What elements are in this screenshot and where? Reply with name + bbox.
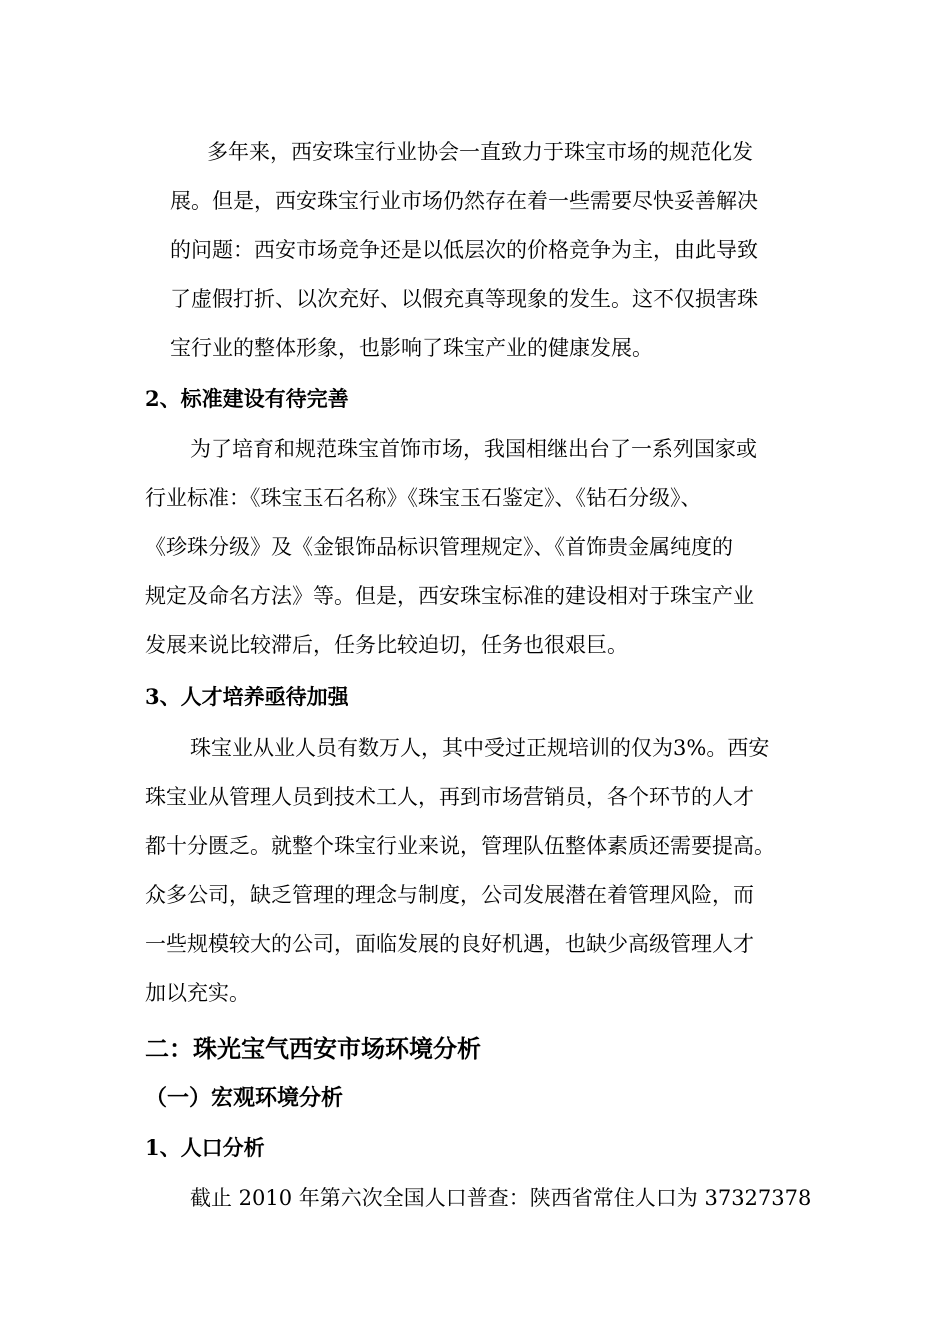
- paragraph-4-line-1: 截止 2010 年第六次全国人口普查：陕西省常住人口为 37327378: [190, 1186, 812, 1210]
- paragraph-2-line-4: 规定及命名方法》等。但是，西安珠宝标准的建设相对于珠宝产业: [145, 584, 754, 608]
- section-title: 二：珠光宝气西安市场环境分析: [145, 1034, 481, 1063]
- paragraph-2-line-5: 发展来说比较滞后，任务比较迫切，任务也很艰巨。: [145, 633, 628, 657]
- paragraph-3-line-6: 加以充实。: [145, 981, 250, 1005]
- paragraph-1-line-3: 的问题：西安市场竞争还是以低层次的价格竞争为主，由此导致: [170, 238, 758, 262]
- heading-standards: 2、标准建设有待完善: [145, 386, 349, 411]
- subsection-title: （一）宏观环境分析: [145, 1085, 344, 1111]
- paragraph-1-line-1: 多年来，西安珠宝行业协会一直致力于珠宝市场的规范化发: [207, 140, 753, 164]
- paragraph-3-line-1: 珠宝业从业人员有数万人，其中受过正规培训的仅为3%。西安: [190, 736, 770, 760]
- paragraph-3-line-4: 众多公司，缺乏管理的理念与制度，公司发展潜在着管理风险，而: [145, 883, 754, 907]
- heading-talent: 3、人才培养亟待加强: [145, 684, 349, 709]
- paragraph-1-line-2: 展。但是，西安珠宝行业市场仍然存在着一些需要尽快妥善解决: [170, 189, 758, 213]
- paragraph-2-line-1: 为了培育和规范珠宝首饰市场，我国相继出台了一系列国家或: [190, 437, 757, 461]
- paragraph-2-line-3: 《珍珠分级》及《金银饰品标识管理规定》、《首饰贵金属纯度的: [145, 535, 733, 559]
- paragraph-1-line-5: 宝行业的整体形象，也影响了珠宝产业的健康发展。: [170, 336, 653, 360]
- heading-population: 1、人口分析: [145, 1135, 265, 1160]
- paragraph-3-line-5: 一些规模较大的公司，面临发展的良好机遇，也缺少高级管理人才: [145, 932, 754, 956]
- paragraph-3-line-3: 都十分匮乏。就整个珠宝行业来说，管理队伍整体素质还需要提高。: [145, 834, 775, 858]
- paragraph-1-line-4: 了虚假打折、以次充好、以假充真等现象的发生。这不仅损害珠: [170, 287, 758, 311]
- paragraph-3-line-2: 珠宝业从管理人员到技术工人，再到市场营销员，各个环节的人才: [145, 785, 754, 809]
- paragraph-2-line-2: 行业标准：《珠宝玉石名称》《珠宝玉石鉴定》、《钻石分级》、: [145, 486, 702, 510]
